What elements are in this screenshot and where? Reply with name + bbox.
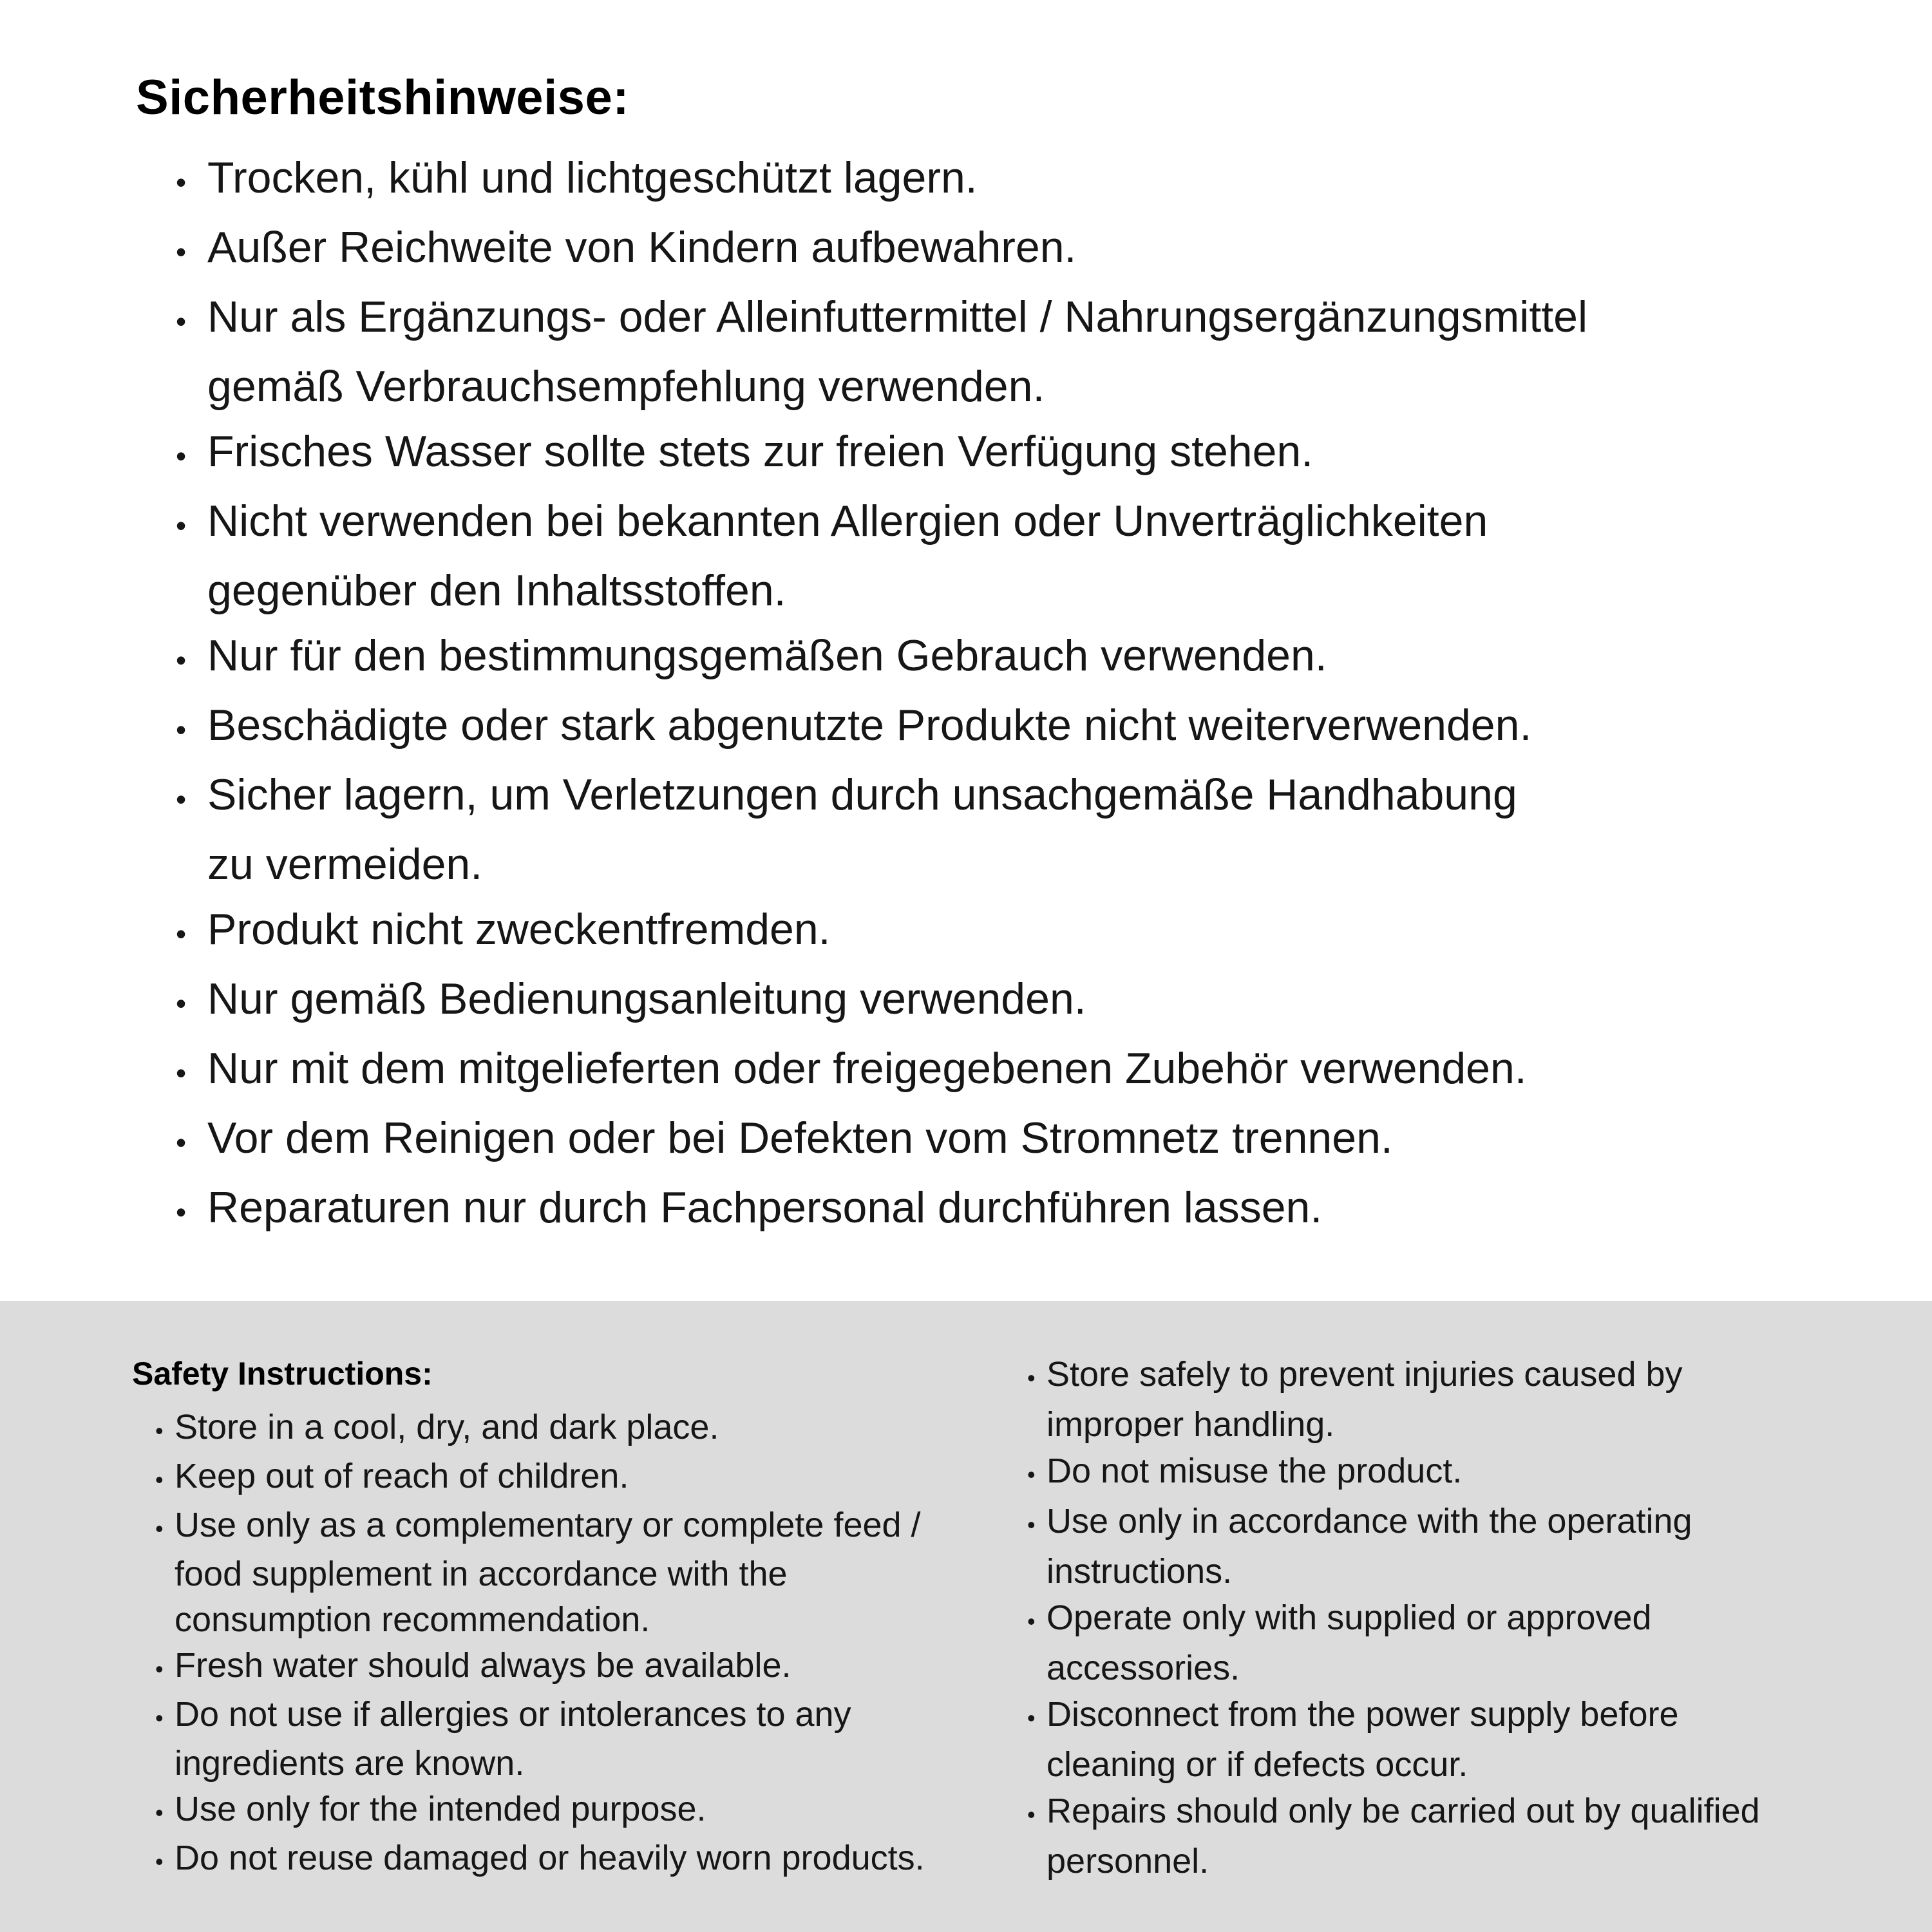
bullet-marker: • bbox=[1027, 1511, 1036, 1538]
bullet-item-line bbox=[1027, 1788, 1760, 1838]
bullet-line-text: Außer Reichweite von Kindern aufbewahren. bbox=[207, 223, 1077, 272]
bullet-item-line bbox=[155, 1454, 925, 1502]
bullet-item-line bbox=[176, 1106, 1587, 1175]
bullet-marker: • bbox=[155, 1466, 164, 1493]
german-title: Sicherheitshinweise: bbox=[136, 70, 630, 125]
bullet-item-line bbox=[176, 1036, 1587, 1106]
bullet-line-text: Beschädigte oder stark abgenutzte Produkte nicht weiterverwenden. bbox=[207, 701, 1532, 750]
bullet-line-text: Nur gemäß Bedienungsanleitung verwenden. bbox=[207, 974, 1086, 1023]
bullet-item-line bbox=[1027, 1595, 1760, 1645]
bullet-item-line bbox=[1027, 1548, 1760, 1595]
bullet-marker: • bbox=[176, 166, 187, 199]
bullet-line-text: Fresh water should always be available. bbox=[175, 1646, 791, 1685]
bullet-item-line bbox=[176, 419, 1587, 489]
bullet-item-line bbox=[155, 1692, 925, 1741]
bullet-marker: • bbox=[176, 305, 187, 338]
bullet-item-line bbox=[176, 832, 1587, 897]
bullet-line-text: zu vermeiden. bbox=[207, 840, 483, 889]
bullet-item-line bbox=[1027, 1498, 1760, 1548]
bullet-item-line bbox=[176, 693, 1587, 762]
english-section bbox=[0, 1301, 1932, 1932]
bullet-marker: • bbox=[155, 1515, 164, 1542]
bullet-line-text: Store in a cool, dry, and dark place. bbox=[175, 1408, 719, 1446]
bullet-item-line bbox=[176, 762, 1587, 832]
bullet-marker: • bbox=[1027, 1461, 1036, 1488]
bullet-line-text: Store safely to prevent injuries caused by bbox=[1046, 1355, 1683, 1394]
bullet-marker: • bbox=[155, 1417, 164, 1444]
bullet-line-text: Disconnect from the power supply before bbox=[1046, 1695, 1679, 1734]
bullet-item-line bbox=[1027, 1448, 1760, 1498]
bullet-marker: • bbox=[176, 643, 187, 677]
bullet-line-text: Nicht verwenden bei bekannten Allergien oder Unverträglichkeiten bbox=[207, 497, 1488, 545]
bullet-item-line bbox=[176, 354, 1587, 419]
bullet-item-line bbox=[155, 1551, 925, 1597]
bullet-line-text: consumption recommendation. bbox=[175, 1600, 650, 1639]
bullet-line-text: Do not use if allergies or intolerances to any bbox=[175, 1695, 851, 1734]
bullet-item-line bbox=[176, 146, 1587, 215]
bullet-line-text: Frisches Wasser sollte stets zur freien Verfügung stehen. bbox=[207, 427, 1314, 476]
bullet-marker: • bbox=[176, 987, 187, 1020]
bullet-line-text: Reparaturen nur durch Fachpersonal durchführen lassen. bbox=[207, 1183, 1323, 1232]
bullet-line-text: gemäß Verbrauchsempfehlung verwenden. bbox=[207, 362, 1045, 411]
bullet-line-text: improper handling. bbox=[1046, 1405, 1335, 1444]
bullet-line-text: Keep out of reach of children. bbox=[175, 1457, 629, 1495]
bullet-marker: • bbox=[176, 1195, 187, 1229]
german-bullet-list bbox=[176, 146, 1587, 1245]
bullet-marker: • bbox=[1027, 1365, 1036, 1391]
bullet-item-line bbox=[176, 558, 1587, 623]
bullet-item-line bbox=[1027, 1645, 1760, 1691]
bullet-item-line bbox=[155, 1502, 925, 1551]
bullet-marker: • bbox=[176, 782, 187, 816]
bullet-line-text: Sicher lagern, um Verletzungen durch unsachgemäße Handhabung bbox=[207, 770, 1517, 819]
bullet-marker: • bbox=[155, 1705, 164, 1731]
bullet-line-text: cleaning or if defects occur. bbox=[1046, 1745, 1468, 1784]
bullet-item-line bbox=[155, 1835, 925, 1884]
bullet-item-line bbox=[176, 623, 1587, 693]
bullet-marker: • bbox=[176, 509, 187, 542]
bullet-item-line bbox=[176, 967, 1587, 1036]
bullet-item-line bbox=[176, 1175, 1587, 1245]
bullet-item-line bbox=[176, 215, 1587, 285]
bullet-item-line bbox=[176, 897, 1587, 967]
bullet-line-text: Trocken, kühl und lichtgeschützt lagern. bbox=[207, 153, 978, 202]
bullet-marker: • bbox=[176, 1056, 187, 1090]
bullet-line-text: Repairs should only be carried out by qualified bbox=[1046, 1792, 1760, 1830]
bullet-item-line bbox=[1027, 1741, 1760, 1788]
bullet-marker: • bbox=[1027, 1801, 1036, 1828]
bullet-item-line bbox=[155, 1597, 925, 1643]
bullet-line-text: Do not reuse damaged or heavily worn products. bbox=[175, 1839, 925, 1877]
bullet-line-text: Do not misuse the product. bbox=[1046, 1452, 1463, 1490]
bullet-item-line bbox=[155, 1786, 925, 1835]
bullet-item-line bbox=[1027, 1401, 1760, 1448]
english-title: Safety Instructions: bbox=[132, 1356, 433, 1392]
bullet-line-text: personnel. bbox=[1046, 1842, 1209, 1880]
bullet-marker: • bbox=[1027, 1705, 1036, 1731]
bullet-line-text: Nur mit dem mitgelieferten oder freigegebenen Zubehör verwenden. bbox=[207, 1044, 1527, 1093]
bullet-line-text: Nur als Ergänzungs- oder Alleinfuttermittel / Nahrungsergänzungsmittel bbox=[207, 292, 1588, 341]
bullet-line-text: Nur für den bestimmungsgemäßen Gebrauch verwenden. bbox=[207, 631, 1327, 680]
bullet-line-text: accessories. bbox=[1046, 1649, 1240, 1687]
english-right-column bbox=[1027, 1351, 1760, 1884]
bullet-item-line bbox=[155, 1643, 925, 1692]
bullet-marker: • bbox=[176, 1126, 187, 1159]
bullet-line-text: food supplement in accordance with the bbox=[175, 1555, 788, 1593]
bullet-line-text: Use only in accordance with the operating bbox=[1046, 1502, 1692, 1540]
bullet-marker: • bbox=[176, 917, 187, 951]
bullet-item-line bbox=[155, 1741, 925, 1786]
bullet-line-text: ingredients are known. bbox=[175, 1744, 525, 1783]
bullet-line-text: Produkt nicht zweckentfremden. bbox=[207, 905, 831, 954]
bullet-marker: • bbox=[176, 713, 187, 746]
english-left-column bbox=[155, 1405, 925, 1884]
bullet-item-line bbox=[176, 489, 1587, 558]
bullet-marker: • bbox=[176, 439, 187, 473]
bullet-line-text: gegenüber den Inhaltsstoffen. bbox=[207, 566, 786, 615]
bullet-item-line bbox=[176, 285, 1587, 354]
bullet-item-line bbox=[155, 1405, 925, 1454]
bullet-line-text: Use only for the intended purpose. bbox=[175, 1790, 706, 1828]
bullet-item-line bbox=[1027, 1838, 1760, 1884]
bullet-marker: • bbox=[155, 1848, 164, 1875]
bullet-marker: • bbox=[155, 1656, 164, 1682]
bullet-marker: • bbox=[1027, 1608, 1036, 1634]
bullet-item-line bbox=[1027, 1351, 1760, 1401]
bullet-marker: • bbox=[176, 235, 187, 269]
bullet-line-text: Operate only with supplied or approved bbox=[1046, 1598, 1652, 1637]
bullet-line-text: instructions. bbox=[1046, 1552, 1233, 1591]
bullet-marker: • bbox=[155, 1799, 164, 1826]
bullet-item-line bbox=[1027, 1691, 1760, 1741]
bullet-line-text: Use only as a complementary or complete feed / bbox=[175, 1506, 921, 1544]
bullet-line-text: Vor dem Reinigen oder bei Defekten vom Stromnetz trennen. bbox=[207, 1113, 1393, 1162]
